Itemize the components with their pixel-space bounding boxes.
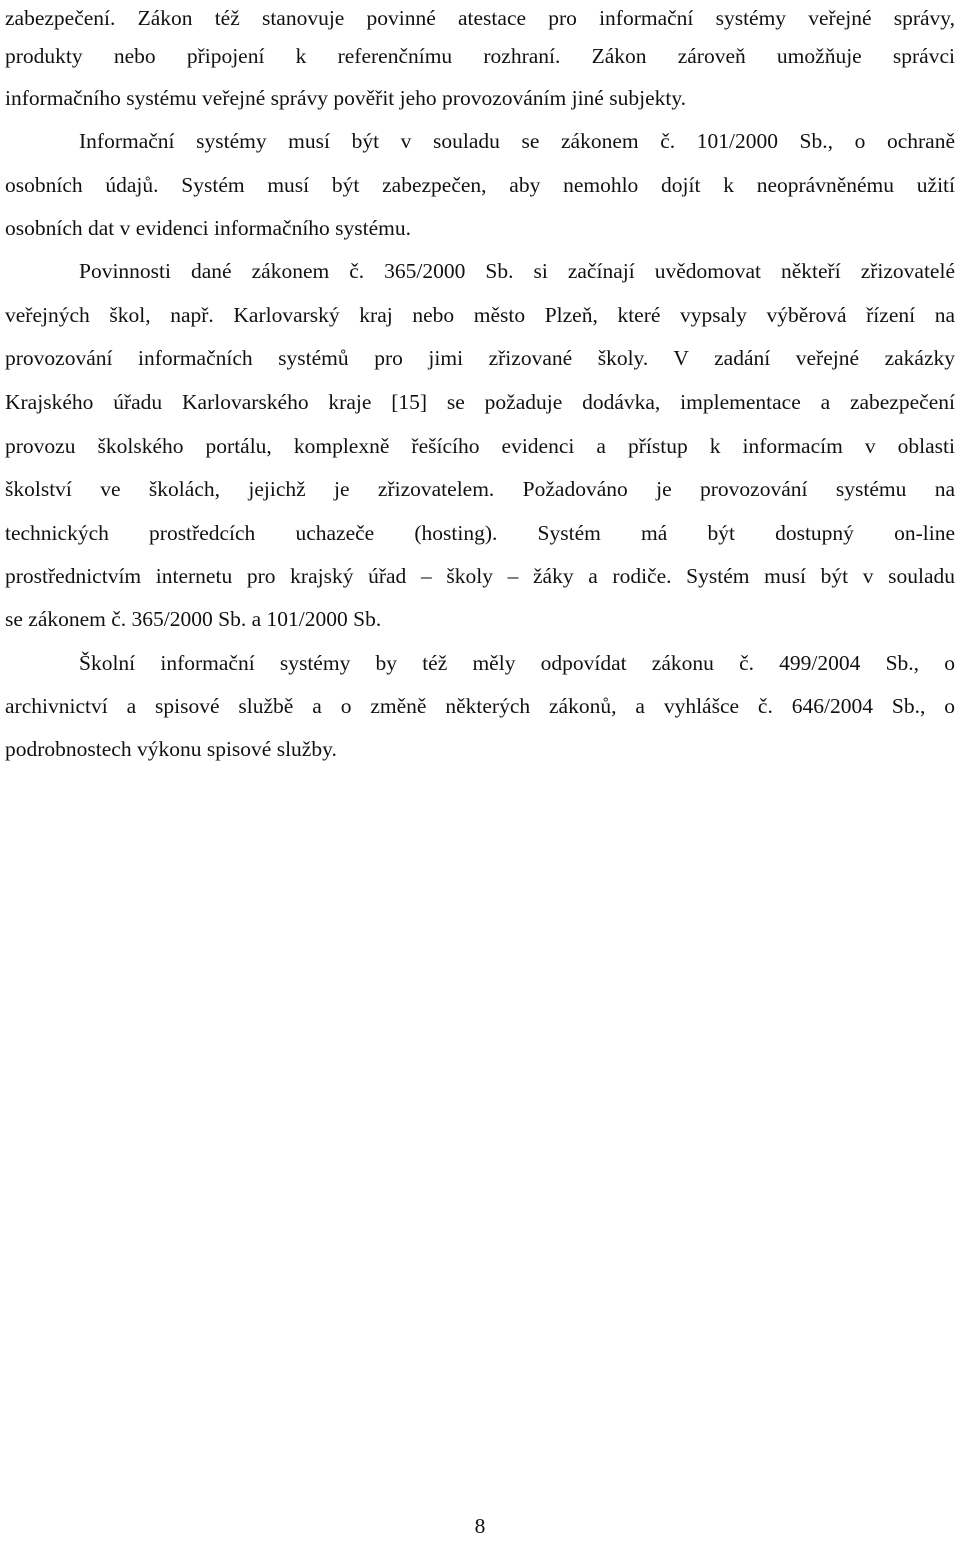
text-line: archivnictví a spisové službě a o změně některých zákonů, a vyhlášce č. 646/2004 Sb., o: [5, 694, 955, 718]
text-line: veřejných škol, např. Karlovarský kraj nebo město Plzeň, které vypsaly výběrová řízení na: [5, 303, 955, 327]
text-line: provozování informačních systémů pro jimi zřizované školy. V zadání veřejné zakázky: [5, 346, 955, 370]
text-line: produkty nebo připojení k referenčnímu rozhraní. Zákon zároveň umožňuje správci: [5, 44, 955, 68]
text-line: osobních údajů. Systém musí být zabezpečen, aby nemohlo dojít k neoprávněnému užití: [5, 173, 955, 197]
text-line: Krajského úřadu Karlovarského kraje [15] se požaduje dodávka, implementace a zabezpečení: [5, 390, 955, 414]
text-line: technických prostředcích uchazeče (hosting). Systém má být dostupný on-line: [5, 521, 955, 545]
text-line: Školní informační systémy by též měly odpovídat zákonu č. 499/2004 Sb., o: [79, 651, 955, 675]
text-line: školství ve školách, jejichž je zřizovatelem. Požadováno je provozování systému na: [5, 477, 955, 501]
text-line: provozu školského portálu, komplexně řešícího evidenci a přístup k informacím v oblasti: [5, 434, 955, 458]
text-line: osobních dat v evidenci informačního systému.: [5, 216, 412, 240]
text-line: se zákonem č. 365/2000 Sb. a 101/2000 Sb.: [5, 607, 382, 631]
text-line: Povinnosti dané zákonem č. 365/2000 Sb. si začínají uvědomovat někteří zřizovatelé: [79, 259, 955, 283]
text-line: podrobnostech výkonu spisové služby.: [5, 737, 337, 761]
text-line: zabezpečení. Zákon též stanovuje povinné atestace pro informační systémy veřejné správy,: [5, 6, 955, 30]
text-line: Informační systémy musí být v souladu se zákonem č. 101/2000 Sb., o ochraně: [79, 129, 955, 153]
text-line: prostřednictvím internetu pro krajský úřad – školy – žáky a rodiče. Systém musí být v souladu: [5, 564, 955, 588]
page-number: 8: [474, 1514, 486, 1538]
text-line: informačního systému veřejné správy pověřit jeho provozováním jiné subjekty.: [5, 86, 687, 110]
